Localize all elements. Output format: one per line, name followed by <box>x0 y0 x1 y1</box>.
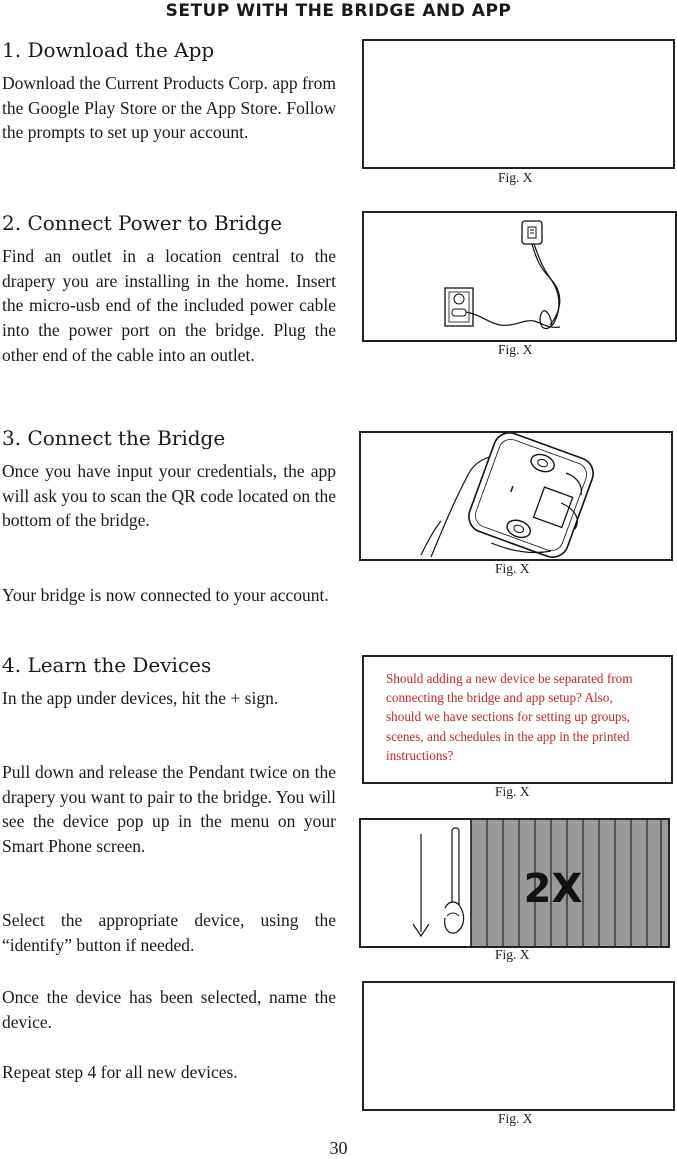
section-1-text: Download the Current Products Corp. app from the Google Play Store or the App Store. Follow the prompts to set up your account. <box>2 73 336 143</box>
figure-caption: Fig. X <box>495 561 530 576</box>
figure-pendant-pull <box>359 818 670 948</box>
figure-device-naming <box>362 981 675 1111</box>
figure-app-download <box>362 39 675 169</box>
section-2-heading: 2. Connect Power to Bridge <box>2 211 283 235</box>
page-number: 30 <box>329 1138 348 1158</box>
section-4-text-1: In the app under devices, hit the + sign. <box>2 688 279 708</box>
bridge-device-icon <box>464 433 597 559</box>
editor-note: Should adding a new device be separated from connecting the bridge and app setup? Also, should we have sections for setting up groups, scenes, and schedules in the app in the printed instructions? <box>386 671 633 763</box>
figure-caption: Fig. X <box>498 342 533 357</box>
hand-icon <box>445 902 464 933</box>
section-3-text: Once you have input your credentials, the app will ask you to scan the QR code located on the bottom of the bridge. <box>2 461 336 531</box>
outlet-cable-illustration <box>364 213 675 340</box>
section-4-text-2: Pull down and release the Pendant twice on the drapery you want to pair to the bridge. You will see the device pop up in the menu on your Smart Phone screen. <box>2 762 336 857</box>
drapery-pendant-illustration <box>361 820 668 946</box>
figure-power-connection <box>362 211 677 342</box>
page-title: SETUP WITH THE BRIDGE AND APP <box>165 1 512 21</box>
figure-caption: Fig. X <box>495 947 530 962</box>
section-2-text: Find an outlet in a location central to the drapery you are installing in the home. Insert the micro-usb end of the included power cable into the power port on the bridge. Plug the other end of the cable into an outlet. <box>2 246 336 365</box>
section-4-text-4: Once the device has been selected, name the device. <box>2 987 336 1032</box>
section-3-heading: 3. Connect the Bridge <box>2 426 226 450</box>
figure-caption: Fig. X <box>495 784 530 799</box>
section-4-heading: 4. Learn the Devices <box>2 653 212 677</box>
section-3-text-2: Your bridge is now connected to your account. <box>2 585 329 605</box>
section-4-text-3: Select the appropriate device, using the “identify” button if needed. <box>2 910 336 955</box>
figure-bridge-in-hand <box>359 431 673 561</box>
figure-caption: Fig. X <box>498 1111 533 1126</box>
hand-holding-bridge-illustration <box>361 433 671 559</box>
pendant-count-label: 2X <box>523 866 583 912</box>
figure-caption: Fig. X <box>498 170 533 185</box>
section-4-text-5: Repeat step 4 for all new devices. <box>2 1062 238 1082</box>
figure-editor-note <box>362 655 673 784</box>
section-1-heading: 1. Download the App <box>2 38 215 62</box>
